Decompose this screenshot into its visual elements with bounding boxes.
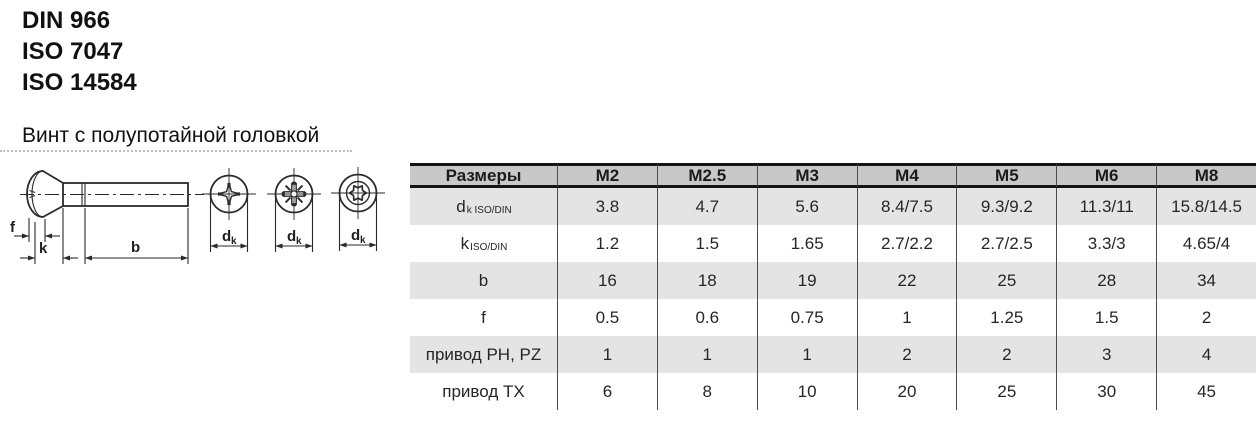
value-cell: 2	[956, 336, 1056, 373]
value-cell: 1.25	[956, 299, 1056, 336]
value-cell: 1	[657, 336, 757, 373]
value-cell: 20	[857, 373, 957, 410]
dk-label-2-sub: k	[296, 236, 302, 247]
value-cell: 18	[657, 262, 757, 299]
value-cell: 2.7/2.5	[956, 225, 1056, 262]
value-cell: 0.5	[557, 299, 657, 336]
value-cell: 3.8	[557, 188, 657, 225]
column-header: M6	[1056, 163, 1156, 188]
dk-label-1: d	[222, 228, 232, 245]
value-cell: 1	[857, 299, 957, 336]
value-cell: 2	[1156, 299, 1256, 336]
column-header: M4	[857, 163, 957, 188]
standards-block	[22, 5, 137, 98]
value-cell: 10	[757, 373, 857, 410]
row-label	[410, 373, 557, 410]
value-cell: 2.7/2.2	[857, 225, 957, 262]
row-label-main: d	[456, 196, 466, 216]
dimension-f	[14, 218, 60, 242]
row-label	[410, 299, 557, 336]
value-cell: 9.3/9.2	[956, 188, 1056, 225]
column-header: M3	[757, 163, 857, 188]
value-cell: 1.5	[657, 225, 757, 262]
dk-label-3-sub: k	[360, 235, 366, 246]
dk-label-3: d	[351, 227, 361, 244]
row-label-main: привод TX	[442, 381, 525, 401]
row-label	[410, 188, 557, 225]
value-cell: 1.5	[1056, 299, 1156, 336]
row-label	[410, 336, 557, 373]
dimension-b-label: b	[131, 239, 141, 256]
value-cell: 3.3/3	[1056, 225, 1156, 262]
value-cell: 1.65	[757, 225, 857, 262]
dimension-f-label: f	[10, 219, 15, 236]
value-cell: 15.8/14.5	[1156, 188, 1256, 225]
row-label-main: k	[460, 233, 470, 253]
value-cell: 1	[557, 336, 657, 373]
value-cell: 22	[857, 262, 957, 299]
value-cell: 1.2	[557, 225, 657, 262]
value-cell: 5.6	[757, 188, 857, 225]
screw-technical-drawing	[8, 156, 408, 276]
value-cell: 3	[1056, 336, 1156, 373]
divider	[0, 150, 352, 152]
value-cell: 16	[557, 262, 657, 299]
value-cell: 8.4/7.5	[857, 188, 957, 225]
row-label-main: b	[478, 270, 489, 290]
value-cell: 4.65/4	[1156, 225, 1256, 262]
value-cell: 0.75	[757, 299, 857, 336]
value-cell: 19	[757, 262, 857, 299]
value-cell: 11.3/11	[1056, 188, 1156, 225]
value-cell: 30	[1056, 373, 1156, 410]
column-header: M5	[956, 163, 1056, 188]
dk-label-2: d	[287, 228, 297, 245]
value-cell: 25	[956, 262, 1056, 299]
column-header: M2	[557, 163, 657, 188]
product-title: Винт с полупотайной головкой	[22, 124, 320, 147]
standard-iso-7047: ISO 7047	[22, 38, 124, 65]
screw-side-view	[20, 171, 204, 217]
column-header: M8	[1156, 163, 1256, 188]
value-cell: 4	[1156, 336, 1256, 373]
row-label	[410, 262, 557, 299]
value-cell: 0.6	[657, 299, 757, 336]
value-cell: 45	[1156, 373, 1256, 410]
column-header: M2.5	[657, 163, 757, 188]
dk-label-1-sub: k	[231, 236, 237, 247]
value-cell: 1	[757, 336, 857, 373]
row-label-main: привод PH, PZ	[425, 344, 542, 364]
row-label-subscript: k ISO/DIN	[466, 204, 512, 216]
row-label-main: f	[481, 307, 486, 327]
dimensions-table	[410, 163, 1256, 410]
value-cell: 28	[1056, 262, 1156, 299]
dimension-k-label: k	[39, 240, 48, 257]
value-cell: 34	[1156, 262, 1256, 299]
value-cell: 8	[657, 373, 757, 410]
column-header-sizes: Размеры	[410, 163, 557, 188]
row-label	[410, 225, 557, 262]
value-cell: 25	[956, 373, 1056, 410]
row-label-subscript: ISO/DIN	[470, 241, 508, 253]
standard-iso-14584: ISO 14584	[22, 69, 137, 96]
value-cell: 4.7	[657, 188, 757, 225]
value-cell: 6	[557, 373, 657, 410]
standard-din: DIN 966	[22, 7, 111, 34]
value-cell: 2	[857, 336, 957, 373]
